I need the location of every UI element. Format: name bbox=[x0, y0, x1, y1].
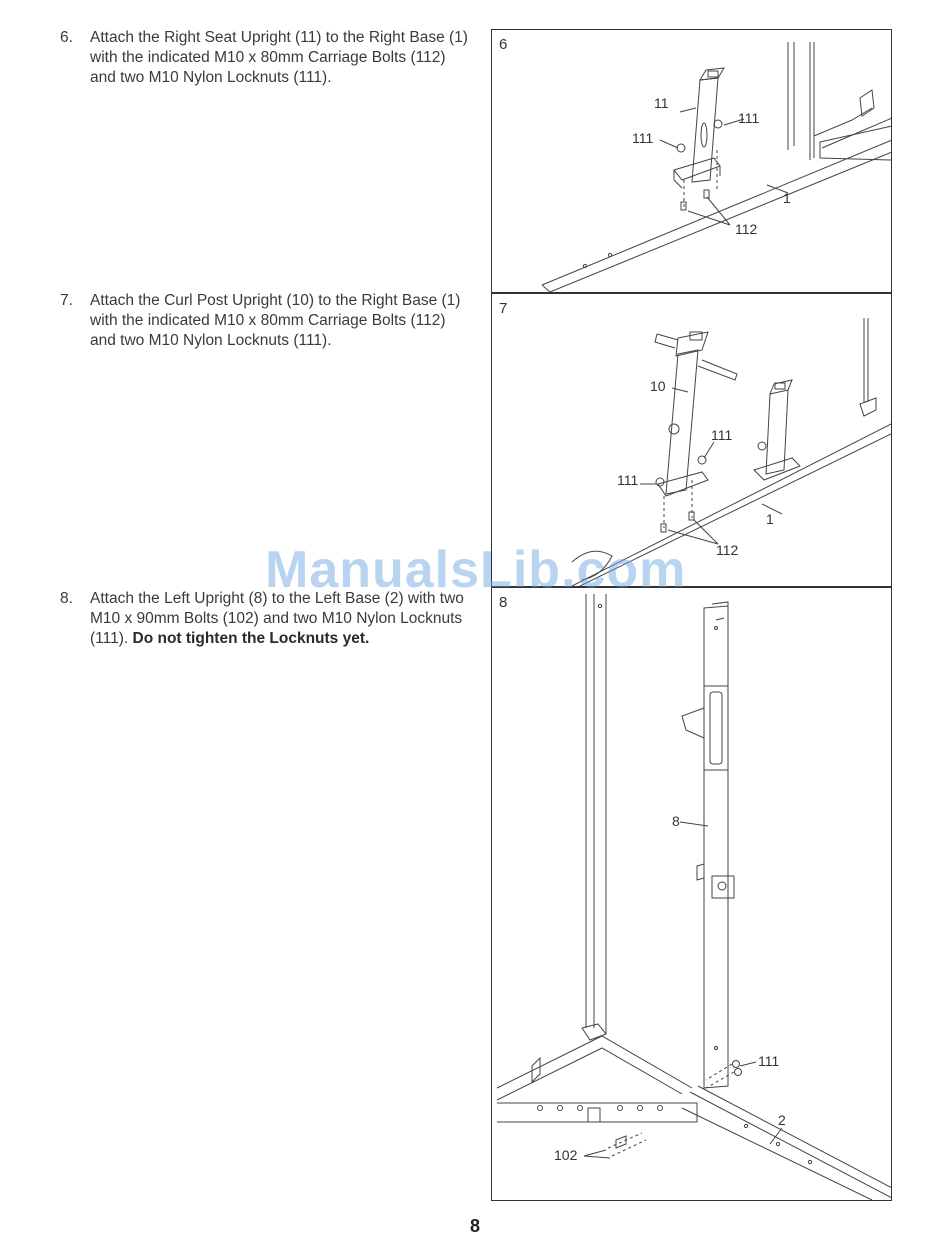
callout-2: 2 bbox=[778, 1112, 786, 1128]
figure-number: 6 bbox=[499, 36, 508, 53]
page-number: 8 bbox=[469, 1216, 480, 1236]
callout-1: 1 bbox=[766, 511, 774, 527]
step-number: 7. bbox=[60, 292, 73, 309]
figure-6 bbox=[491, 29, 892, 293]
figure-number: 7 bbox=[499, 300, 508, 317]
callout-111-left: 111 bbox=[617, 472, 639, 488]
figure-6-drawing bbox=[492, 30, 891, 292]
callout-11: 11 bbox=[654, 95, 669, 111]
callout-111-right: 111 bbox=[711, 427, 733, 443]
callout-10: 10 bbox=[650, 378, 666, 394]
figure-8 bbox=[491, 587, 892, 1201]
warning-text: Do not tighten the Locknuts yet. bbox=[132, 630, 370, 647]
callout-111: 111 bbox=[758, 1053, 780, 1069]
step-number: 6. bbox=[60, 29, 73, 46]
step-text: Attach the Right Seat Upright (11) to the Right Base (1) with the indicated M10 x 80mm Carriage Bolts (112) and two M10 Nylon Locknuts (111). bbox=[90, 29, 468, 86]
callout-112: 112 bbox=[716, 542, 739, 558]
step-number: 8. bbox=[60, 590, 73, 607]
step-text: Attach the Left Upright (8) to the Left Base (2) with two M10 x 90mm Bolts (102) and two M10 Nylon Locknuts (111). Do not tighten the Locknuts yet. bbox=[90, 590, 464, 647]
step-text: Attach the Curl Post Upright (10) to the Right Base (1) with the indicated M10 x 80mm Carriage Bolts (112) and two M10 Nylon Locknuts (111). bbox=[90, 292, 461, 349]
figure-number: 8 bbox=[499, 594, 508, 611]
callout-111-left: 111 bbox=[632, 130, 654, 146]
callout-1: 1 bbox=[783, 190, 791, 206]
callout-111-right: 111 bbox=[738, 110, 760, 126]
figure-8-drawing bbox=[492, 588, 891, 1200]
watermark: ManualsLib.com bbox=[265, 541, 687, 599]
callout-112: 112 bbox=[735, 221, 758, 237]
callout-102: 102 bbox=[554, 1147, 578, 1163]
callout-8: 8 bbox=[672, 813, 680, 829]
